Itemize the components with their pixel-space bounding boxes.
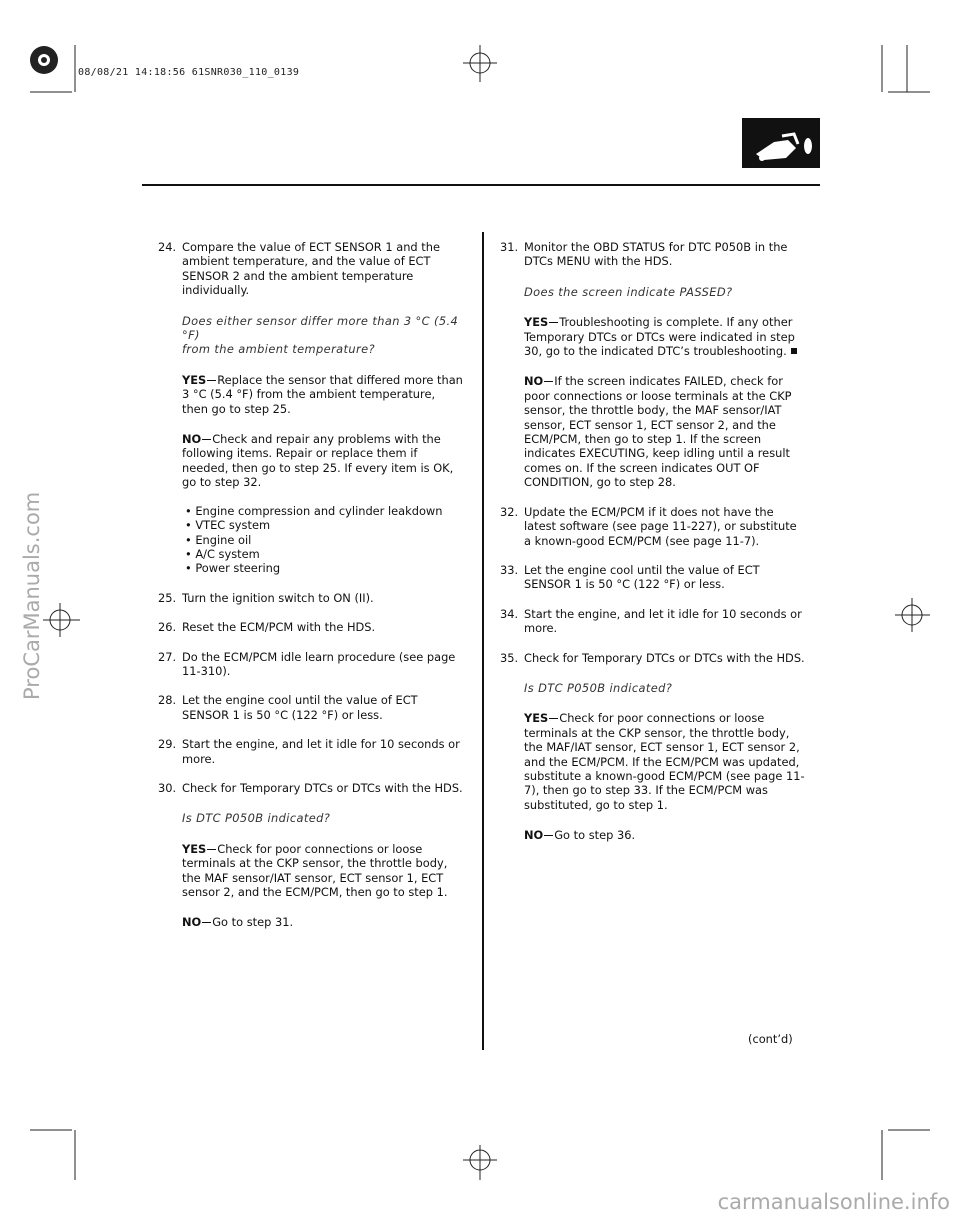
step-25: 25. Turn the ignition switch to ON (II).	[158, 590, 374, 605]
target-icon	[30, 46, 58, 74]
step-29: 29. Start the engine, and let it idle for 10 seconds or more.	[158, 737, 460, 766]
step-24: 24. Compare the value of ECT SENSOR 1 and the ambient temperature, and the value of ECT SENSOR 2 and the ambient temperature individually.	[158, 240, 440, 298]
list-item: • A/C system	[185, 547, 463, 561]
step-31: 31. Monitor the OBD STATUS for DTC P050B in the DTCs MENU with the HDS.	[500, 240, 788, 269]
step-28: 28. Let the engine cool until the value of ECT SENSOR 1 is 50 °C (122 °F) or less.	[158, 693, 418, 722]
answer-no-31: NO If the screen indicates FAILED, check for poor connections or loose terminals at the CKP sensor, the throttle body, the MAF sensor/IAT sensor, ECT sensor 1, ECT sensor 2, and the ECM/PCM, then go to step 1. If the screen indicates EXECUTING, keep idling until a result comes on. If the screen indicates OUT OF CONDITION, go to step 28.	[524, 374, 792, 490]
step-33: 33. Let the engine cool until the value of ECT SENSOR 1 is 50 °C (122 °F) or less.	[500, 562, 760, 592]
list-item: • Engine oil	[185, 533, 463, 547]
print-stamp: 08/08/21 14:18:56 61SNR030_110_0139	[78, 67, 300, 78]
answer-yes-31: YES Troubleshooting is complete. If any other Temporary DTCs or DTCs were indicated in step 30, go to the indicated DTC’s troubleshooting.	[524, 315, 795, 359]
question-35: Is DTC P050B indicated?	[524, 680, 673, 695]
answer-no-24: NO Check and repair any problems with the following items. Repair or replace them if needed, then go to step 25. If every item is OK, go to step 32.	[182, 432, 454, 490]
continued-note: (cont’d)	[748, 1032, 793, 1046]
section-badge	[742, 118, 820, 168]
step-32: 32. Update the ECM/PCM if it does not have the latest software (see page 11-227), or substitute a known-good ECM/PCM (see page 11-7).	[500, 504, 797, 548]
left-column	[158, 240, 463, 930]
header-rule	[142, 184, 820, 186]
step-27: 27. Do the ECM/PCM idle learn procedure (see page 11-310).	[158, 649, 456, 678]
column-divider	[482, 232, 484, 1050]
list-item: • Power steering	[185, 561, 463, 575]
answer-yes-35: YES Check for poor connections or loose terminals at the CKP sensor, the throttle body, the MAF/IAT sensor, ECT sensor 1, ECT sensor 2, and the ECM/PCM. If the ECM/PCM was updated, substitute a known-good ECM/PCM (see page 11-7), then go to step 33. If the ECM/PCM was substituted, go to step 1.	[524, 711, 805, 812]
check-item-list	[158, 504, 463, 576]
step-26: 26. Reset the ECM/PCM with the HDS.	[158, 620, 376, 635]
question-31: Does the screen indicate PASSED?	[524, 284, 733, 299]
answer-no-30: NO Go to step 31.	[182, 915, 294, 930]
list-item: • VTEC system	[185, 518, 463, 532]
question-24: Does either sensor differ more than 3 °C (5.4 °F) from the ambient temperature?	[182, 313, 459, 357]
step-30: 30. Check for Temporary DTCs or DTCs with the HDS.	[158, 780, 463, 795]
answer-yes-30: YES Check for poor connections or loose terminals at the CKP sensor, the throttle body, the MAF sensor/IAT sensor, ECT sensor 1, ECT sensor 2, and the ECM/PCM, then go to step 1.	[182, 841, 448, 899]
side-watermark: ProCarManuals.com	[20, 491, 44, 700]
end-mark-icon	[791, 348, 797, 354]
question-30: Is DTC P050B indicated?	[182, 811, 331, 826]
step-35: 35. Check for Temporary DTCs or DTCs with the HDS.	[500, 650, 805, 665]
right-column	[500, 240, 806, 843]
footer-watermark: carmanualsonline.info	[717, 1190, 950, 1214]
answer-yes-24: YES Replace the sensor that differed more than 3 °C (5.4 °F) from the ambient temperature, then go to step 25.	[182, 372, 463, 416]
fuel-nozzle-icon	[742, 118, 820, 168]
step-34: 34. Start the engine, and let it idle for 10 seconds or more.	[500, 606, 802, 636]
answer-no-35: NO Go to step 36.	[524, 828, 636, 843]
list-item: • Engine compression and cylinder leakdown	[185, 504, 463, 518]
